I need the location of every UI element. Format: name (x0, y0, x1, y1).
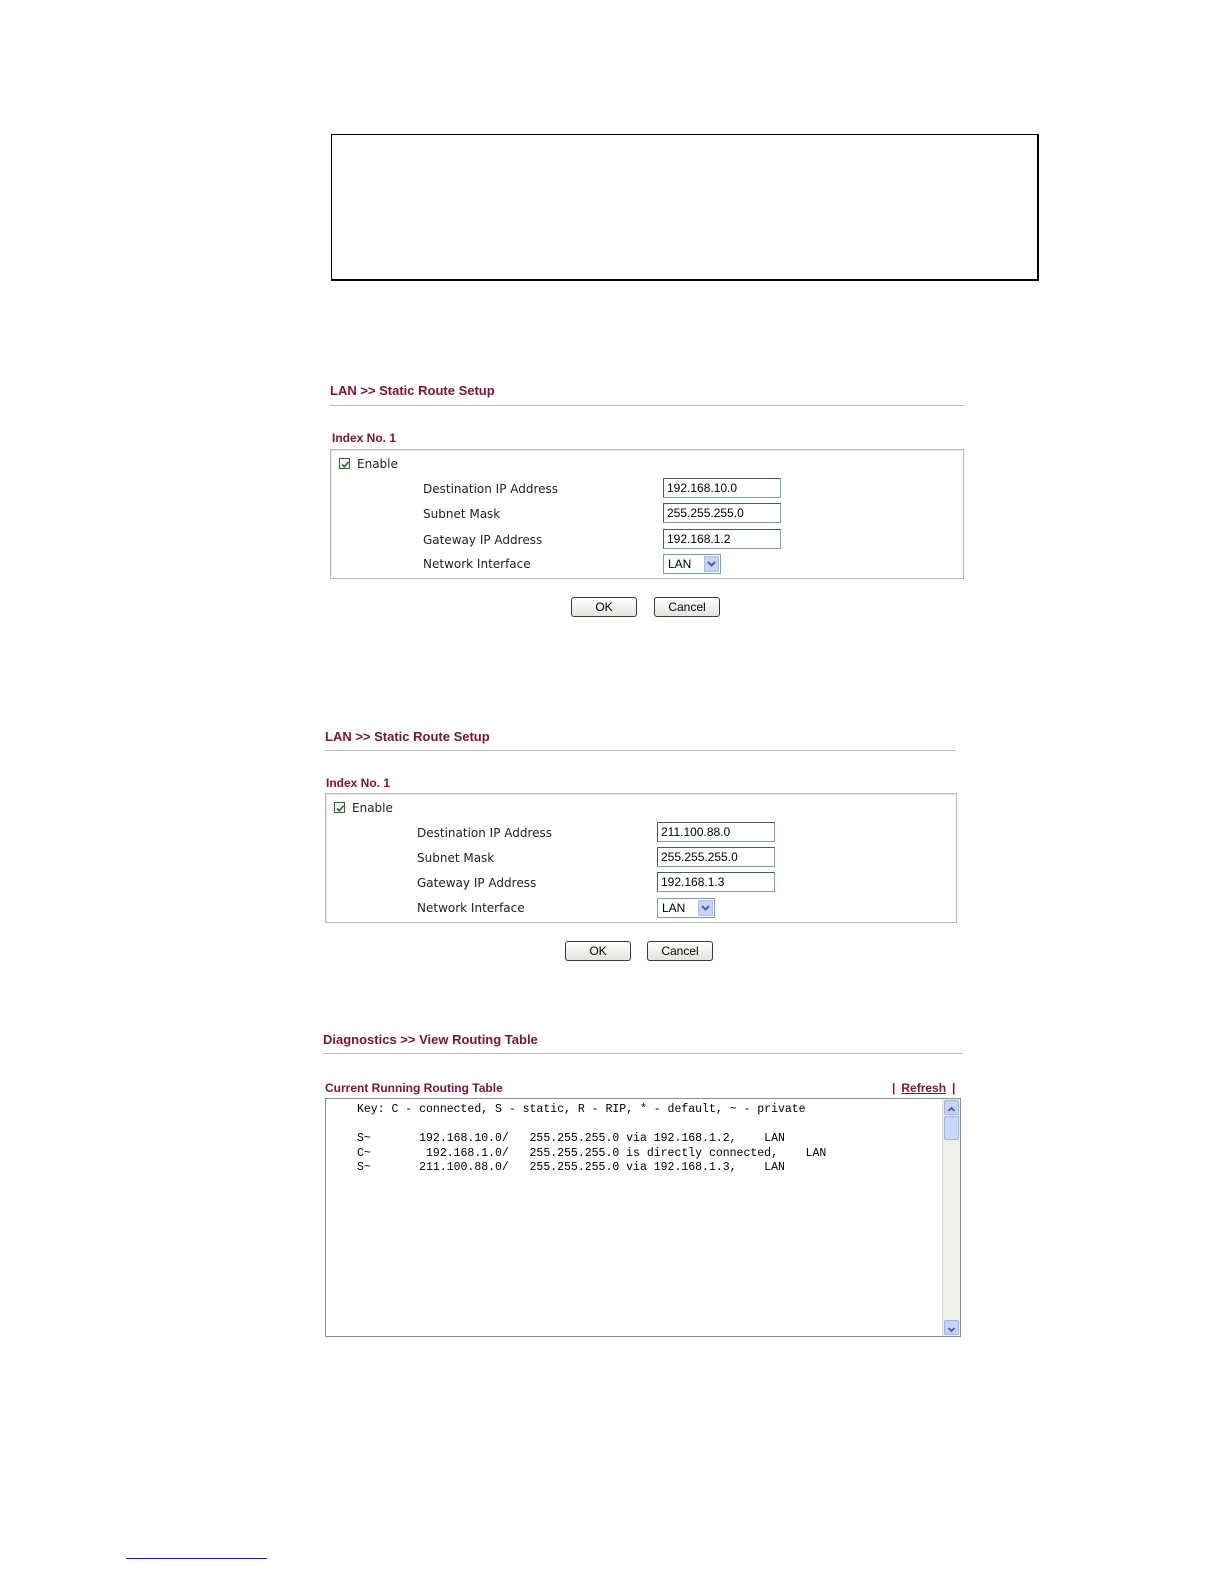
subnet-mask-label: Subnet Mask (423, 507, 501, 521)
ok-button[interactable]: OK (565, 941, 631, 961)
route-row: S~ 192.168.10.0/ 255.255.255.0 via 192.168.1.2, LAN (357, 1132, 785, 1146)
subnet-mask-input[interactable]: 255.255.255.0 (663, 503, 781, 523)
network-interface-label: Network Interface (417, 901, 525, 915)
refresh-link[interactable]: Refresh (901, 1081, 947, 1095)
checkbox-checked-icon (340, 459, 351, 470)
destination-ip-label: Destination IP Address (417, 826, 553, 840)
route-row: C~ 192.168.1.0/ 255.255.255.0 is directly connected, LAN (357, 1146, 827, 1160)
title-divider (325, 750, 956, 751)
route-form-frame (330, 449, 964, 579)
gateway-ip-label: Gateway IP Address (423, 533, 543, 547)
destination-ip-input[interactable]: 211.100.88.0 (657, 822, 775, 842)
page-title: LAN >> Static Route Setup (325, 729, 490, 744)
diagnostics-panel (323, 1032, 963, 1062)
checkbox-checked-icon (335, 803, 346, 814)
chevron-down-icon (698, 900, 713, 916)
separator: | (892, 1081, 896, 1095)
ok-button[interactable]: OK (571, 597, 637, 617)
static-route-panel-1 (330, 383, 964, 623)
network-interface-value: LAN (662, 901, 686, 915)
network-interface-label: Network Interface (423, 557, 531, 571)
enable-label: Enable (357, 457, 398, 471)
index-label: Index No. 1 (326, 776, 391, 790)
gateway-ip-input[interactable]: 192.168.1.3 (657, 872, 775, 892)
gateway-ip-input[interactable]: 192.168.1.2 (663, 529, 781, 549)
scroll-up-icon[interactable] (944, 1100, 959, 1115)
destination-ip-label: Destination IP Address (423, 482, 559, 496)
diagnostics-title: Diagnostics >> View Routing Table (323, 1032, 538, 1047)
enable-label: Enable (352, 801, 393, 815)
subnet-mask-input[interactable]: 255.255.255.0 (657, 847, 775, 867)
routing-table-label: Current Running Routing Table (325, 1081, 503, 1095)
routing-table-text (357, 1103, 826, 1176)
network-interface-value: LAN (668, 557, 692, 571)
scroll-down-icon[interactable] (944, 1320, 959, 1335)
vertical-scrollbar[interactable] (942, 1099, 960, 1336)
note-box (331, 134, 1039, 281)
enable-checkbox[interactable] (339, 458, 350, 469)
static-route-panel-2 (325, 729, 957, 969)
scroll-thumb[interactable] (944, 1116, 959, 1140)
subnet-mask-label: Subnet Mask (417, 851, 495, 865)
routing-key-line: Key: C - connected, S - static, R - RIP, * - default, ~ - private (357, 1103, 806, 1116)
enable-checkbox[interactable] (334, 802, 345, 813)
page-title: LAN >> Static Route Setup (330, 383, 495, 398)
title-divider (330, 405, 964, 406)
network-interface-select[interactable] (663, 554, 721, 574)
index-label: Index No. 1 (332, 431, 397, 445)
destination-ip-input[interactable]: 192.168.10.0 (663, 478, 781, 498)
routing-table-textarea[interactable] (325, 1098, 961, 1337)
footer-divider (126, 1558, 267, 1559)
refresh-row (892, 1081, 955, 1095)
route-form-frame (325, 793, 957, 923)
route-row: S~ 211.100.88.0/ 255.255.255.0 via 192.168.1.3, LAN (357, 1161, 785, 1175)
title-divider (323, 1053, 963, 1054)
chevron-down-icon (704, 556, 719, 572)
gateway-ip-label: Gateway IP Address (417, 876, 537, 890)
cancel-button[interactable]: Cancel (654, 597, 720, 617)
cancel-button[interactable]: Cancel (647, 941, 713, 961)
network-interface-select[interactable] (657, 898, 715, 918)
separator: | (952, 1081, 956, 1095)
